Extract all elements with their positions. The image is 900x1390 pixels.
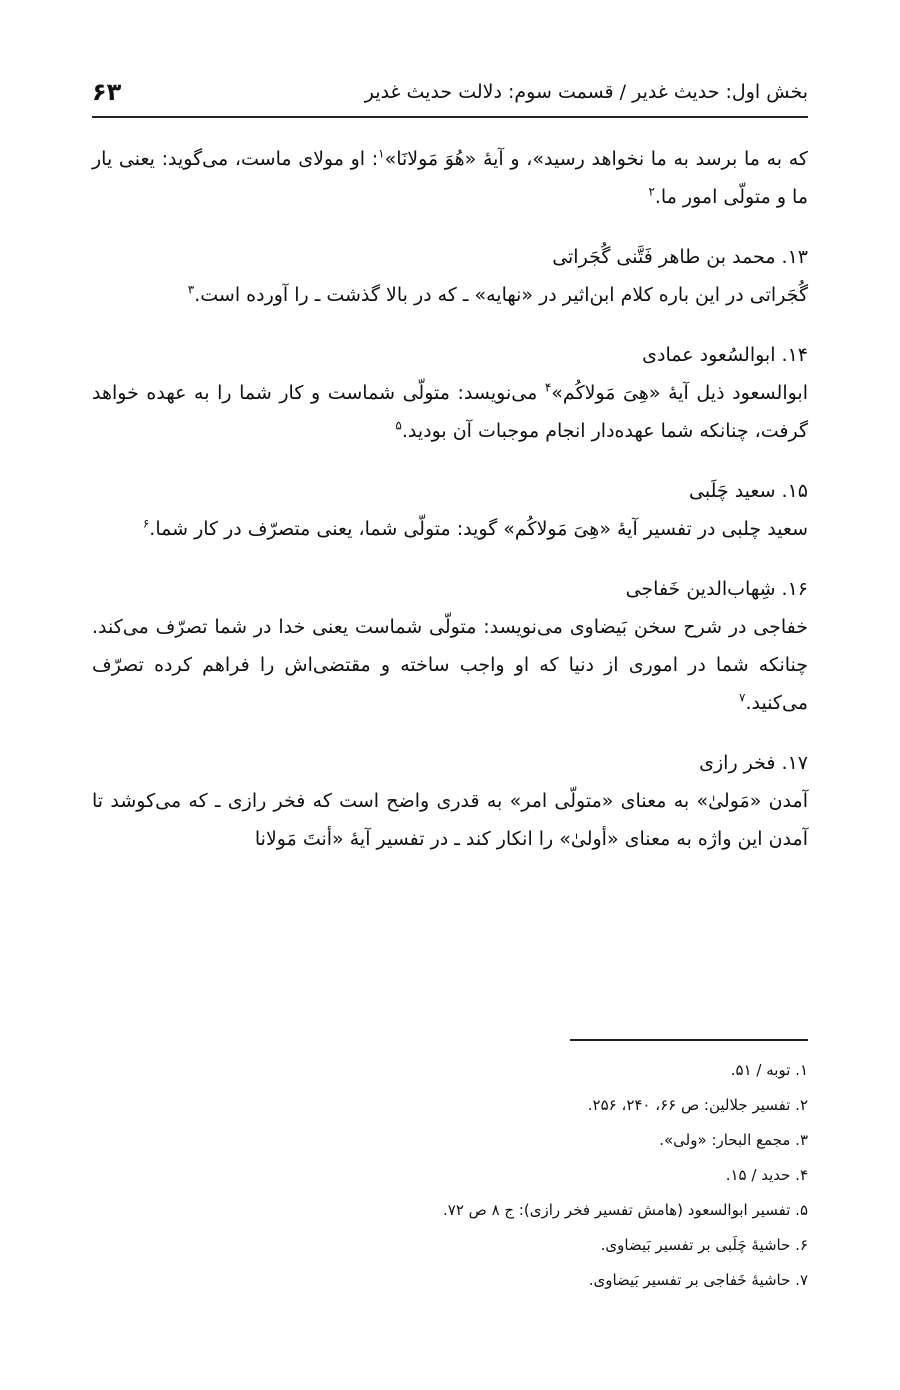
footnote-ref: ۶ (142, 516, 150, 531)
footnote: ۱. توبه / ۵۱. (730, 1061, 808, 1079)
intro-text: : او مولای ماست، می‌گوید: یعنی یار ما و متولّی امور ما. (92, 148, 808, 208)
section-heading: ۱۷. فخر رازی (699, 752, 808, 774)
page-header (92, 72, 808, 112)
header-divider (92, 116, 808, 118)
section-16 (92, 570, 808, 722)
section-text: خفاجی در شرح سخن بَیضاوی می‌نویسد: متولّی شماست یعنی خدا در شما تصرّف می‌کند. چنانکه شما در اموری از دنیا که او واجب ساخته و مقتضی‌اش را فراهم کرده تصرّف می‌کنید. (92, 616, 808, 714)
section-17 (92, 744, 808, 858)
footnote-ref: ۴ (544, 380, 552, 395)
intro-text: که به ما برسد به ما نخواهد رسید»، و آیهٔ «هُوَ مَولانَا» (384, 148, 808, 170)
section-text: ابوالسعود ذیل آیهٔ «هِیَ مَولاکُم» (551, 382, 808, 404)
section-paragraph (92, 782, 808, 858)
section-heading: ۱۵. سعید چَلَبی (689, 480, 808, 502)
section-13 (92, 238, 808, 314)
running-title: بخش اول: حدیث غدیر / قسمت سوم: دلالت حدیث غدیر (364, 81, 808, 103)
section-paragraph (92, 608, 808, 722)
section-text: سعید چلبی در تفسیر آیهٔ «هِیَ مَولاکُم» گوید: متولّی شما، یعنی متصرّف در کار شما. (149, 518, 808, 540)
section-14 (92, 336, 808, 450)
footnote-divider (570, 1039, 808, 1041)
section-text: گُجَراتی در این باره کلام ابن‌اثیر در «نهایه» ـ که در بالا گذشت ـ را آورده است. (194, 284, 808, 306)
footnotes (92, 1053, 808, 1298)
page-number: ۶۳ (92, 78, 122, 106)
intro-paragraph (92, 140, 808, 216)
section-text: آمدن «مَولیٰ» به معنای «متولّی امر» به قدری واضح است که فخر رازی ـ که می‌کوشد تا آمدن این واژه به معنای «أولیٰ» را انکار کند ـ در تفسیر آیهٔ «أنتَ مَولانا (92, 790, 808, 850)
footnote-ref: ۳ (187, 282, 195, 297)
section-paragraph (92, 510, 808, 548)
section-text: می‌نویسد: متولّی شماست و کار شما را به عهده خواهد گرفت، چنانکه شما عهده‌دار انجام موجبات آن بودید. (92, 382, 808, 442)
footnote: ۲. تفسیر جلالین: ص ۶۶، ۲۴۰، ۲۵۶. (587, 1096, 808, 1114)
footnote: ۴. حدید / ۱۵. (725, 1166, 808, 1184)
section-heading: ۱۴. ابوالسُعود عمادی (642, 344, 808, 366)
section-heading: ۱۳. محمد بن طاهر فَتَّنی گُجَراتی (552, 246, 808, 268)
section-15 (92, 472, 808, 548)
footnote-ref: ۵ (395, 418, 402, 433)
footnote: ۵. تفسیر ابوالسعود (هامش تفسیر فخر رازی): ج ۸ ص ۷۲. (443, 1201, 808, 1219)
main-text (92, 140, 808, 858)
footnote: ۳. مجمع البحار: «ولی». (659, 1131, 808, 1149)
footnote-ref: ۱ (378, 146, 385, 161)
section-heading: ۱۶. شِهاب‌الدین خَفاجی (625, 578, 808, 600)
footnote-ref: ۷ (739, 690, 746, 705)
section-paragraph (92, 276, 808, 314)
section-paragraph (92, 374, 808, 450)
footnote: ۶. حاشیهٔ چَلَبی بر تفسیر بَیضاوی. (600, 1236, 808, 1254)
footnote-ref: ۲ (648, 184, 655, 199)
footnote: ۷. حاشیهٔ خَفاجی بر تفسیر بَیضاوی. (588, 1271, 808, 1289)
